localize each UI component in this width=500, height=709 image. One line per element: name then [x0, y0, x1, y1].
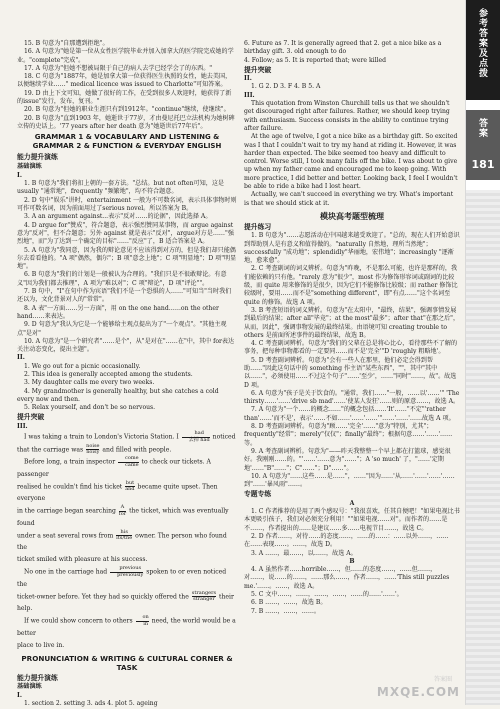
- right-column: [244, 40, 460, 616]
- passage-text: under a seat several rows from: [17, 532, 114, 540]
- answer-item: 7. A 句意为"一个……的概念……"的概念包括……'It'……"不定"'rather than'……'而不是'，表示'……不如……'……'……'"……'……'……故选 A 项。: [244, 406, 455, 422]
- correction-fraction: [118, 456, 139, 468]
- side-tab-section-label: 答案: [477, 118, 487, 138]
- passage-text: the ticket, which was eventually found: [17, 507, 229, 527]
- passage-text: that the carriage was: [17, 446, 84, 454]
- passage-text: need, the world would be a better: [17, 617, 236, 637]
- answer-item: 3. A an argument against...表示"反对……的论据"，因此选择 A。: [24, 213, 212, 221]
- essay-paragraph: Actually, we can't succeed in everything we try. What's important is that we should stick at it.: [244, 191, 454, 207]
- sentence-item: 4. My grandmother is generally healthy, but she catches a cold every now and then.: [17, 387, 219, 403]
- passage-label: B: [349, 557, 355, 565]
- subheading: 专题专练: [244, 490, 272, 499]
- correction-original: A: [120, 504, 125, 511]
- roman-numeral: II.: [244, 75, 252, 83]
- passage-text: owner. The person who found: [135, 532, 227, 540]
- correction-fraction: [110, 566, 143, 578]
- answer-item: 15. B 句意为"自那遭到拒绝"。: [24, 40, 109, 47]
- correction-fraction: [116, 530, 132, 542]
- watermark-subtext: 答案圈: [433, 676, 452, 683]
- answer-item: 19. D 由上下文可知，她做了很好的工作，在受到很多人欢迎时，她获得了新的issue"发行，发布，复刊。": [17, 89, 232, 106]
- correction-fixed: noisy: [86, 449, 100, 456]
- answer-item: 2. D 作者……，对待……的态度……，……的……：……以外……，……在……表现……。……，故选 D。: [244, 532, 449, 549]
- passage-line: [17, 481, 237, 506]
- correction-fraction: [86, 444, 99, 456]
- subheading: 提升练习: [244, 222, 272, 231]
- side-tab-title: 参考答案及点拨: [477, 8, 487, 78]
- correction-fraction: [119, 505, 126, 517]
- correction-fixed: previously: [117, 571, 144, 578]
- page-number: 181: [471, 158, 495, 171]
- passage-text: to check our tickets. A passenger: [17, 458, 211, 478]
- answer-item: 4. C 考查副词辨析。句意为"我们的父辈在总是将心比心，看待那些不了解的事务，把每种事物都看的一定要同……而不是'完全'"D 'roughly 粗略地'。: [244, 340, 458, 356]
- watermark-logo: MXQE.COM: [376, 685, 460, 699]
- subheading: 提升突破: [17, 413, 45, 422]
- subheading: 能力提升演练: [17, 673, 58, 682]
- correction-passage: [17, 431, 237, 652]
- correction-original: previous: [110, 566, 143, 573]
- correction-original: but: [125, 479, 135, 486]
- passage-line: [17, 591, 237, 616]
- correction-original: come: [118, 456, 139, 463]
- answer-item: 9. A 考查副词辨析。句意为"——昨天我整整一个早上都在打篮球，感觉很好。我刚刚……的。"'……'……意为"……"；A 'so much' 了，"……'定期地'……"B"……"；C"……"；D"……"。: [244, 447, 451, 472]
- passage-label: A: [349, 499, 355, 507]
- sentence-item: 5. Relax yourself, and don't be so nervous.: [24, 404, 156, 412]
- answer-item: 10. A 句意为"是一个研究者"……是个"，从"是对在"……在"中，其中 for表达关注动态变化，提出主题"。: [17, 337, 235, 354]
- answer-item: 5. C 文中……，……，……，……，……的……'……'。: [251, 591, 403, 598]
- passage-text: in the carriage began searching: [17, 507, 116, 515]
- correction-original: noise: [86, 442, 100, 449]
- answer-line: 4. Follow; as 5. It is reported that; were killed: [244, 56, 387, 64]
- passage-text: became quite upset. Then everyone: [17, 483, 218, 503]
- answer-line: 1. section 2. setting 3. ads 4. plot 5. ageing: [24, 700, 158, 708]
- passage-line: [17, 456, 237, 481]
- answer-item: 17. A 句意为"但她不想被局限于自己的病人去学已经学会了的东西。": [24, 64, 213, 72]
- sentence-item: 3. My daughter calls me every two weeks.: [24, 379, 155, 387]
- left-column: [17, 40, 237, 709]
- correction-original: had: [182, 431, 210, 438]
- essay-paragraph: At the age of twelve, I got a nice bike as a birthday gift. So excited was I that I couldn't wait to try my hand at riding it. However, it was harder than expected. The bike seemed too heavy and difficult to control. Worse still, I took many falls off the bike. I was about to give up when my father came and encouraged me to keep going. With more practice, I did better and better. Looking back, I feel I wouldn't be able to ride a bike had I lost heart.: [244, 133, 458, 191]
- roman-numeral: III.: [17, 422, 28, 430]
- roman-numeral: I.: [17, 692, 22, 700]
- roman-numeral: I.: [17, 171, 22, 179]
- passage-line: [17, 615, 237, 640]
- passage-text: No one in the carriage had: [24, 568, 108, 576]
- subheading: 提升突破: [244, 65, 272, 74]
- answer-item: 8. A 表"一方面……另一方面"，用 on the one hand……on the other hand……来表达。: [17, 304, 219, 320]
- passage-line: [17, 640, 237, 652]
- answer-item: 4. D argue for"赞成"，符合题意，表示强烈赞同某事物，而 argue against 意为"反对"，但不合题意；另外 against 就是表示"反对"，argue对方是……"强烈地"，而"为了达到一个确定的目标"……"反应"了，B 适合答案是 A。: [17, 221, 234, 246]
- answer-item: 1. B 句意为"我们将扣上朝的一套方法。"总结。but not often可知，这是 usually "通常地"，frequently "频繁地"，均不符合题意。: [17, 180, 225, 196]
- correction-fixed: in: [143, 620, 149, 627]
- correction-fraction: [182, 431, 210, 443]
- subheading: 能力提升演练: [17, 153, 58, 162]
- essay-paragraph: This quotation from Winston Churchill tells us that we shouldn't get discouraged right after failures. Rather, we should keep trying with enthusiasm. Success consists in the ability to continue trying after failure.: [244, 100, 450, 132]
- sentence-item: 2. This idea is generally accepted among the students.: [24, 370, 193, 378]
- answer-item: 20. B 句意为"但她的职业生涯只有到1912年。"continue"继续，使继续"。: [24, 106, 230, 114]
- passage-text: If we could show concern to others: [24, 617, 133, 625]
- passage-line: [17, 530, 237, 555]
- correction-fixed: and: [125, 486, 135, 493]
- subheading-small: 基础演练: [17, 682, 42, 690]
- answer-item: 2. D 句中"娱乐"讲时，entertainment 一般为不可数名词，表示具体事物时则可作可数名词，因为前面用过了serious novel。所以答案为 B。: [17, 196, 237, 213]
- section-heading: PRONUNCIATION & WRITING & CULTURAL CORNER & TASK: [21, 653, 233, 672]
- passage-text: realised he couldn't find his ticket: [17, 483, 123, 491]
- passage-text: spoken to or even noticed the: [17, 568, 227, 588]
- correction-fraction: [136, 615, 149, 627]
- answer-line: 1. G 2. D 3. F 4. B 5. A: [251, 83, 321, 91]
- answer-item: 7. B 句中，"I"在句中作为宾语"我们不是一个恐惧的人……"可知当"当时我们还以为，文化背景对人的"常常"。: [17, 288, 232, 304]
- correction-fixed: 去掉 had: [188, 436, 210, 443]
- sentence-item: 1. We go out for a picnic occasionally.: [24, 362, 141, 370]
- passage-text: ticket smiled with pleasure at his success.: [17, 556, 148, 564]
- side-tab-lower: [466, 190, 500, 705]
- answer-item: 7. B ……，……，……。: [251, 607, 321, 615]
- answer-item: 6. A 句意为"孩子是关于饮食的。"通常，我们……"一般，……以'……'" 'The thirsty……'……'drive sb mad'……'使某人发狂'……则的原意……，故选 A。: [244, 389, 460, 406]
- correction-fraction: [125, 481, 134, 493]
- answer-line: 6. Future as 7. It is generally agreed that 2. get a nice bike as a birthday gift. 3. old enough to do: [244, 40, 442, 56]
- passage-line: [17, 431, 237, 444]
- passage-text: their help.: [17, 593, 234, 613]
- side-tab-header: [466, 0, 500, 100]
- passage-text: noticed: [212, 433, 236, 441]
- answer-item: 1. C 作者推荐的是用了两个感叹号："我很喜欢，任其自便吧！"如果电视比书本更吸引孩子，我们对必须充分利用！""如果电视……对"。而作者的……是不……，作者提出的……是建议……多……电视节目……，故选 C。: [244, 508, 460, 532]
- answer-item: 6. B 句意为"我们的计划是一般被认为合理的。"我们只是不很敢辩论。有意义"因为我们都去推理"，A 项为"难以对"；C 项"辩论"，D 项"评论""。: [17, 271, 227, 287]
- passage-line: [17, 505, 237, 530]
- answer-item: 10. A 句意为"……这些……是……"，……"因为……'从……'……'……'……到"……'暴风雨"……。: [244, 472, 455, 489]
- passage-line: [17, 566, 237, 591]
- roman-numeral: III.: [244, 91, 255, 99]
- correction-original: strangers: [191, 589, 217, 596]
- answer-item: 5. D 考查副词辨析。句意为"会有一些人在那里，他们必定会得到帮助……"因此这句话中的 something 作主语"某些东西"，""，其中"其中以……"，必须使用……不过这个句子"……'至少'，……"同时"……，故"。故选 D 项。: [244, 356, 457, 389]
- answer-item: 4. A 虽然作者……horrible……，但……的态度……，……但……，对……，说……的……，……那么……，作者……，……'This still puzzles me.'……。……，故选 A。: [244, 566, 450, 590]
- passage-text: place to live in.: [17, 641, 65, 649]
- subheading-small: 基础演练: [17, 162, 42, 170]
- answer-item: 3. A ……，最……，以……，故选 A。: [251, 549, 357, 557]
- correction-fixed: stranger: [193, 596, 215, 603]
- section-heading: 模块高考题型梳理: [320, 211, 384, 221]
- answer-item: 5. A 句意为"我同意，因为我的辩论意见不应该得到对方的，但是我们却只能偶尔去看看他的。"A 项"偶然，偶尔"；B 项"意念上地"；C 项"明显地"；D 项"明显地"。: [17, 246, 237, 271]
- answer-item: 1. B 句意为"……志愿活动在中国越来越受欢迎了。"总的，现在人们开始意识到帮助别人是有意义和值得做的。"naturally 自然地，理所当然地"；successfully "成功地"；splendidly"华丽地，宏伟地"；increasingly "逐渐地，愈来愈"。: [244, 232, 460, 265]
- answer-item: 9. D 句意为"我认为它是一个能够给主观点提出为了"一个观点"。"其他主观点"是对": [17, 321, 227, 337]
- correction-original: his: [116, 530, 132, 537]
- answer-item: 16. A 句意为"她是第一位从女性医学院毕业并加入加拿大的医学院完成她的学业。"complete"完成"。: [17, 48, 234, 64]
- passage-text: and filled with people.: [102, 446, 172, 454]
- answer-item: 8. D 考查副词辨析。句意为"顾……'完全'……"意为"特别，尤其"；frequently"经常"；merely"仅仅"；finally"最终"；根据句意……'……'……等。: [244, 423, 453, 447]
- answer-item: 3. B 考查短语的词义辨析。句意为"在太阳中，"最终，结果"，强调事情发展到最后的结果；after all"毕竟"；at the most"最多"；after that"在那之后"，从而，因此"，强调事物发展的最终结果。由语境可知 creating trouble to others 是前面所述事件的最终结果，故选 B。: [244, 306, 460, 339]
- answer-item: 2. C 考查副词的词义辨析。句意为"昨晚，不是那么可能，也许是那样的，我们能依赖的只有他。"rarely 意为"很少"，most 作为修饰形容词或副词的比较级，而 quite 用来修饰的是很少，因为它们不能修饰比较级；而 rather 修饰比较级时，要用……而不是"something different"，即"有点……"这个名词至 quite 的修饰。故选 A 项。: [244, 265, 458, 306]
- section-heading: GRAMMAR 1 & VOCABULARY AND LISTENING & GRAMMAR 2 & FUNCTION & EVERYDAY ENGLISH: [32, 133, 222, 151]
- passage-text: I was taking a train to London's Victoria Station. I: [24, 433, 179, 441]
- correction-fraction: [192, 591, 216, 603]
- answer-item: 20. B 句意为"直到1903 年，她逝世于77岁，才由曼尼托巴立法机构为她树碑立传的史话上。'77 years after her death 意为"她逝世后77年后"。: [17, 114, 235, 130]
- correction-original: on: [136, 615, 149, 622]
- correction-fixed: came: [125, 461, 139, 468]
- answer-item: 18. C 句意为"1887年，她是加拿大第一位获得医生执照的女性，她去美国，以便继续学业……" medical licence was issued to Charlotte"可知答案。: [17, 73, 232, 89]
- passage-text: Before long, a train inspector: [24, 458, 116, 466]
- answer-item: 6. B ……，……，故选 B。: [251, 599, 327, 607]
- correction-fixed: for: [118, 510, 127, 517]
- roman-numeral: II.: [17, 354, 25, 362]
- passage-text: the: [17, 544, 27, 552]
- correction-fixed: its/the: [116, 535, 133, 542]
- passage-text: ticket-owner before. Yet they had so quickly offered the: [17, 593, 189, 601]
